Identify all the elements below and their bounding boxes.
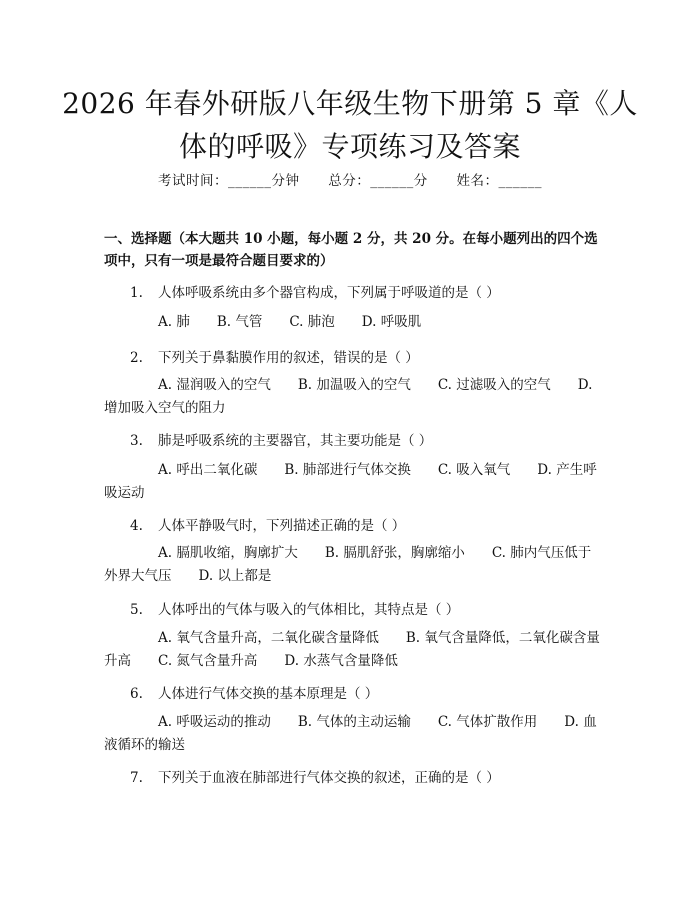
question-options: A. 肺 B. 气管 C. 肺泡 D. 呼吸肌 [158,314,422,330]
question-options: A. 氧气含量升高，二氧化碳含量降低 B. 氧气含量降低，二氧化碳含量升高 C. 氮气含量升高 D. 水蒸气含量降低 [104,630,600,669]
question-text: 人体呼吸系统由多个器官构成，下列属于呼吸道的是（ ） [158,285,500,301]
question-text: 人体进行气体交换的基本原理是（ ） [158,686,379,702]
exam-info-line [0,169,700,189]
question-stem [130,514,405,534]
question-number: 2. [130,350,143,366]
question-options: A. 呼吸运动的推动 B. 气体的主动运输 C. 气体扩散作用 D. 血液循环的输送 [104,714,597,753]
question-text: 下列关于血液在肺部进行气体交换的叙述，正确的是（ ） [158,770,500,786]
question-text: 肺是呼吸系统的主要器官，其主要功能是（ ） [158,433,433,449]
question-options: A. 湿润吸入的空气 B. 加温吸入的空气 C. 过滤吸入的空气 D. 增加吸入空气的阻力 [104,377,593,416]
question-options: A. 膈肌收缩，胸廓扩大 B. 膈肌舒张，胸廓缩小 C. 肺内气压低于外界大气压 D. 以上都是 [104,545,592,584]
question-stem [130,766,500,786]
question-stem [130,429,432,449]
question-stem [130,281,500,301]
question-number: 7. [130,770,143,786]
question-text: 下列关于鼻黏膜作用的叙述，错误的是（ ） [158,350,419,366]
question-number: 6. [130,686,143,702]
question-stem [130,346,419,366]
page-title: 2026 年春外研版八年级生物下册第 5 章《人体的呼吸》专项练习及答案 [62,87,638,163]
question-text: 人体平静吸气时，下列描述正确的是（ ） [158,518,406,534]
question-number: 1. [130,285,143,301]
question-number: 4. [130,518,143,534]
question-text: 人体呼出的气体与吸入的气体相比，其特点是（ ） [158,602,460,618]
section-heading: 一、选择题（本大题共 10 小题，每小题 2 分，共 20 分。在每小题列出的四个选项中，只有一项是最符合题目要求的） [104,231,598,269]
question-options: A. 呼出二氧化碳 B. 肺部进行气体交换 C. 吸入氧气 D. 产生呼吸运动 [104,462,597,501]
question-stem [130,598,459,618]
question-number: 5. [130,602,143,618]
question-stem [130,682,378,702]
question-number: 3. [130,433,143,449]
exam-info-text: 考试时间：______分钟 总分：______分 姓名：______ [158,173,542,189]
